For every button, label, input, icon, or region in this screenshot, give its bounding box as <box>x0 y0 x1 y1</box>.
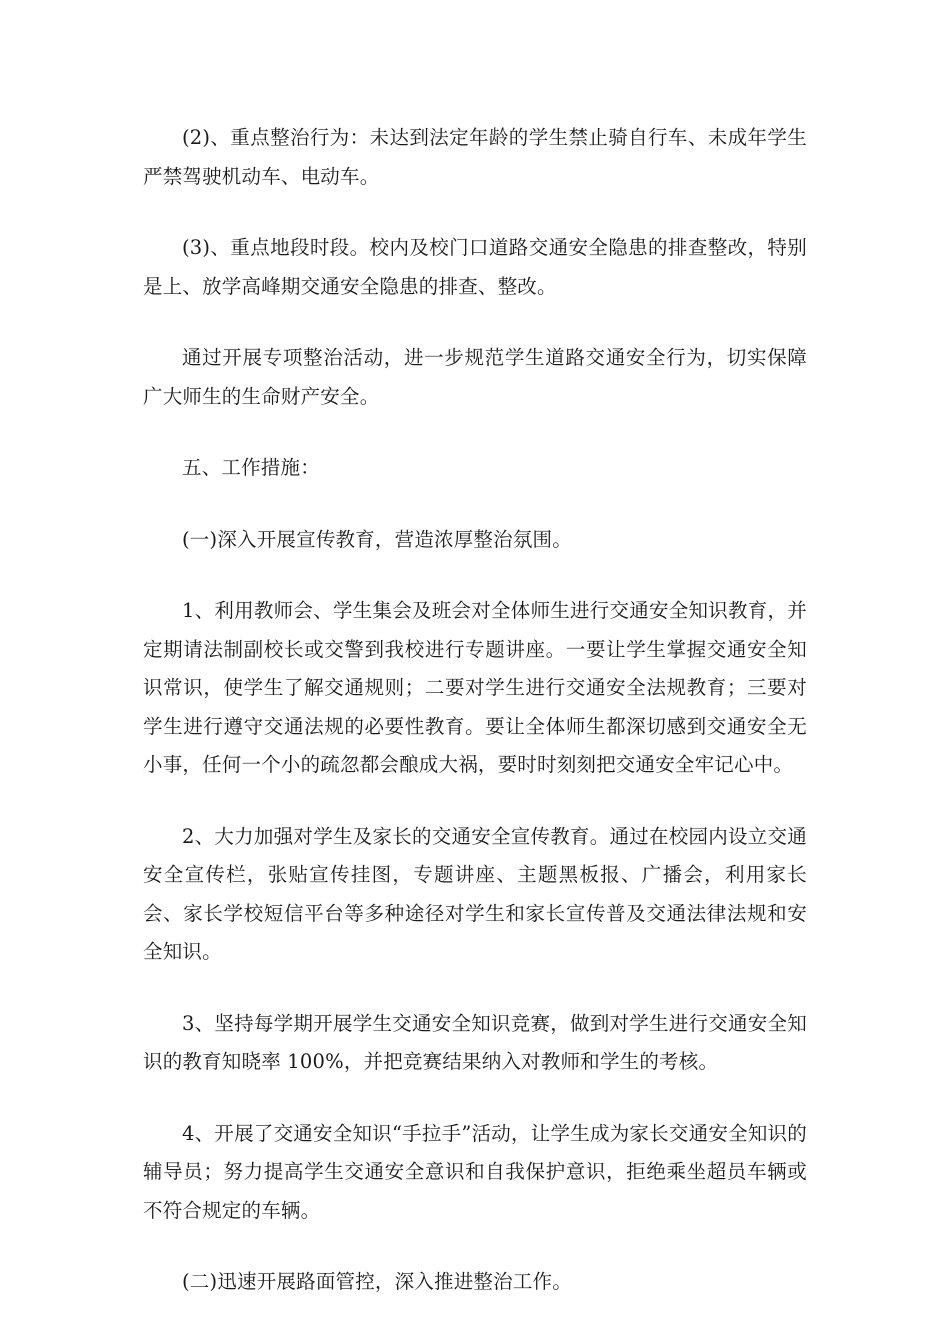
section-heading-work-measures: 五、工作措施： <box>182 456 320 479</box>
document-body <box>143 119 807 1302</box>
subheading-publicity-education: (一)深入开展宣传教育，营造浓厚整治氛围。 <box>182 527 572 551</box>
paragraph-item-1: 1、利用教师会、学生集会及班会对全体师生进行交通安全知识教育，并定期请法制副校长或交警到我校进行专题讲座。一要让学生掌握交通安全知识常识，使学生了解交通规则；二要对学生进行交通安全法规教育；三要对学生进行遵守交通法规的必要性教育。要让全体师生都深切感到交通安全无小事，任何一个小的疏忽都会酿成大祸，要时时刻刻把交通安全牢记心中。 <box>143 599 807 776</box>
paragraph-key-behaviors: (2)、重点整治行为：未达到法定年龄的学生禁止骑自行车、未成年学生严禁驾驶机动车、电动车。 <box>143 126 807 188</box>
subheading-road-control: (二)迅速开展路面管控，深入推进整治工作。 <box>182 1270 572 1293</box>
paragraph-key-locations: (3)、重点地段时段。校内及校门口道路交通安全隐患的排查整改，特别是上、放学高峰期交通安全隐患的排查、整改。 <box>143 236 807 298</box>
paragraph-campaign-goal: 通过开展专项整治活动，进一步规范学生道路交通安全行为，切实保障广大师生的生命财产安全。 <box>143 346 807 408</box>
paragraph-item-2: 2、大力加强对学生及家长的交通安全宣传教育。通过在校园内设立交通安全宣传栏，张贴宣传挂图，专题讲座、主题黑板报、广播会，利用家长会、家长学校短信平台等多种途径对学生和家长宣传普及交通法律法规和安全知识。 <box>143 824 807 963</box>
paragraph-item-4: 4、开展了交通安全知识“手拉手”活动，让学生成为家长交通安全知识的辅导员；努力提高学生交通安全意识和自我保护意识，拒绝乘坐超员车辆或不符合规定的车辆。 <box>143 1121 807 1222</box>
paragraph-item-3: 3、坚持每学期开展学生交通安全知识竞赛，做到对学生进行交通安全知识的教育知晓率 100%，并把竞赛结果纳入对教师和学生的考核。 <box>143 1011 807 1073</box>
